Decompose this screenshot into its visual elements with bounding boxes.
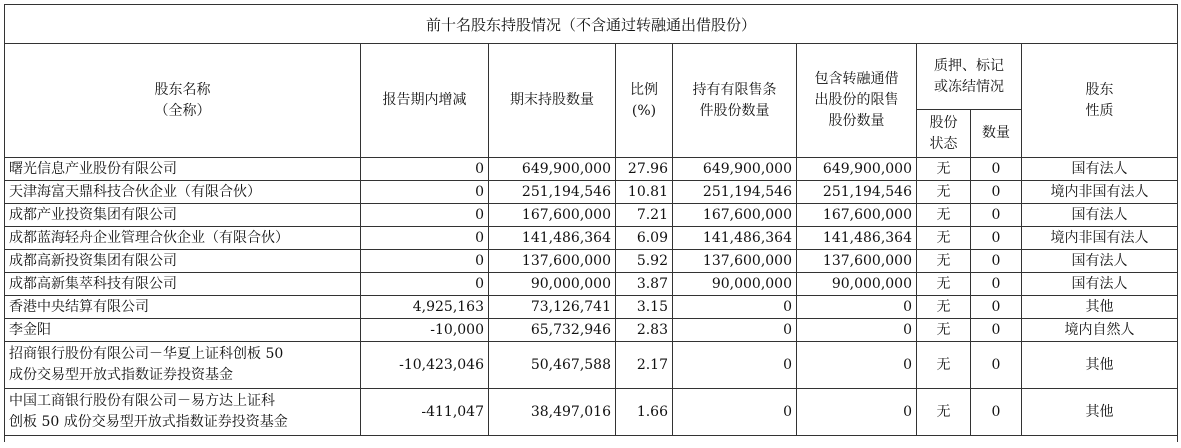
cell-pledge-status: 无	[917, 227, 971, 250]
cell-shares: 73,126,741	[489, 296, 616, 319]
cell-nature: 境内非国有法人	[1022, 181, 1178, 204]
table-bottom-edge	[5, 436, 1178, 443]
cell-name: 天津海富天鼎科技合伙企业（有限合伙）	[5, 181, 361, 204]
table-row	[5, 227, 1178, 250]
cell-ratio: 10.81	[616, 181, 673, 204]
cell-pledge-qty: 0	[971, 319, 1022, 342]
cell-name: 香港中央结算有限公司	[5, 296, 361, 319]
cell-lent-restricted: 251,194,546	[797, 181, 917, 204]
cell-name: 李金阳	[5, 319, 361, 342]
cell-change: -411,047	[361, 389, 489, 436]
cell-pledge-status: 无	[917, 181, 971, 204]
cell-pledge-qty: 0	[971, 181, 1022, 204]
cell-name: 成都高新集萃科技有限公司	[5, 273, 361, 296]
cell-name: 曙光信息产业股份有限公司	[5, 158, 361, 181]
cell-change: 0	[361, 250, 489, 273]
table-row	[5, 389, 1178, 436]
table-row	[5, 181, 1178, 204]
cell-restricted: 251,194,546	[673, 181, 797, 204]
header-pledge-qty: 数量	[971, 110, 1022, 158]
cell-restricted: 649,900,000	[673, 158, 797, 181]
cell-lent-restricted: 90,000,000	[797, 273, 917, 296]
cell-shares: 167,600,000	[489, 204, 616, 227]
table-title-row	[5, 5, 1178, 44]
cell-nature: 其他	[1022, 389, 1178, 436]
cell-restricted: 0	[673, 296, 797, 319]
cell-ratio: 7.21	[616, 204, 673, 227]
cell-ratio: 27.96	[616, 158, 673, 181]
cell-name: 中国工商银行股份有限公司－易方达上证科 创板 50 成份交易型开放式指数证券投资基金	[5, 389, 361, 436]
table-row	[5, 273, 1178, 296]
cell-nature: 国有法人	[1022, 204, 1178, 227]
cell-pledge-qty: 0	[971, 204, 1022, 227]
cell-name: 成都产业投资集团有限公司	[5, 204, 361, 227]
cell-nature: 国有法人	[1022, 158, 1178, 181]
cell-shares: 90,000,000	[489, 273, 616, 296]
cell-restricted: 0	[673, 319, 797, 342]
cell-pledge-qty: 0	[971, 227, 1022, 250]
top-ten-shareholders-table	[4, 4, 1178, 442]
cell-nature: 其他	[1022, 342, 1178, 389]
cell-pledge-status: 无	[917, 342, 971, 389]
cell-shares: 65,732,946	[489, 319, 616, 342]
header-name: 股东名称 （全称）	[5, 44, 361, 158]
cell-shares: 50,467,588	[489, 342, 616, 389]
cell-lent-restricted: 0	[797, 296, 917, 319]
header-shares-end: 期末持股数量	[489, 44, 616, 158]
cell-name: 招商银行股份有限公司－华夏上证科创板 50 成份交易型开放式指数证券投资基金	[5, 342, 361, 389]
cell-change: 0	[361, 273, 489, 296]
cell-pledge-qty: 0	[971, 158, 1022, 181]
table-row	[5, 250, 1178, 273]
cell-restricted: 0	[673, 389, 797, 436]
table-title: 前十名股东持股情况（不含通过转融通出借股份）	[5, 5, 1178, 44]
cell-change: 0	[361, 181, 489, 204]
header-change: 报告期内增减	[361, 44, 489, 158]
cell-nature: 境内自然人	[1022, 319, 1178, 342]
cell-restricted: 0	[673, 342, 797, 389]
cell-change: 4,925,163	[361, 296, 489, 319]
cell-restricted: 141,486,364	[673, 227, 797, 250]
cell-lent-restricted: 0	[797, 319, 917, 342]
cell-ratio: 5.92	[616, 250, 673, 273]
cell-shares: 251,194,546	[489, 181, 616, 204]
cell-pledge-status: 无	[917, 319, 971, 342]
cell-nature: 其他	[1022, 296, 1178, 319]
shareholder-table-container	[4, 4, 1177, 442]
cell-change: 0	[361, 227, 489, 250]
cell-pledge-qty: 0	[971, 342, 1022, 389]
cell-pledge-status: 无	[917, 158, 971, 181]
cell-lent-restricted: 141,486,364	[797, 227, 917, 250]
cell-pledge-status: 无	[917, 273, 971, 296]
table-row	[5, 319, 1178, 342]
cell-ratio: 2.17	[616, 342, 673, 389]
cell-shares: 141,486,364	[489, 227, 616, 250]
header-pledge: 质押、标记 或冻结情况	[917, 44, 1022, 110]
cell-ratio: 3.87	[616, 273, 673, 296]
cell-nature: 国有法人	[1022, 250, 1178, 273]
cell-lent-restricted: 649,900,000	[797, 158, 917, 181]
cell-change: 0	[361, 158, 489, 181]
cell-ratio: 3.15	[616, 296, 673, 319]
cell-restricted: 137,600,000	[673, 250, 797, 273]
cell-restricted: 167,600,000	[673, 204, 797, 227]
cell-shares: 38,497,016	[489, 389, 616, 436]
cell-change: -10,423,046	[361, 342, 489, 389]
cell-pledge-qty: 0	[971, 296, 1022, 319]
cell-pledge-qty: 0	[971, 389, 1022, 436]
cell-ratio: 6.09	[616, 227, 673, 250]
cell-change: -10,000	[361, 319, 489, 342]
header-ratio: 比例 (%)	[616, 44, 673, 158]
table-row	[5, 342, 1178, 389]
table-bottom-cell	[5, 436, 1178, 443]
cell-lent-restricted: 0	[797, 342, 917, 389]
header-row	[5, 44, 1178, 110]
cell-ratio: 2.83	[616, 319, 673, 342]
cell-ratio: 1.66	[616, 389, 673, 436]
header-lent-restricted: 包含转融通借 出股份的限售 股份数量	[797, 44, 917, 158]
cell-change: 0	[361, 204, 489, 227]
cell-name: 成都蓝海轻舟企业管理合伙企业（有限合伙）	[5, 227, 361, 250]
table-row	[5, 158, 1178, 181]
cell-lent-restricted: 137,600,000	[797, 250, 917, 273]
cell-shares: 649,900,000	[489, 158, 616, 181]
cell-nature: 国有法人	[1022, 273, 1178, 296]
cell-pledge-status: 无	[917, 204, 971, 227]
cell-lent-restricted: 167,600,000	[797, 204, 917, 227]
cell-pledge-qty: 0	[971, 250, 1022, 273]
cell-pledge-status: 无	[917, 389, 971, 436]
cell-nature: 境内非国有法人	[1022, 227, 1178, 250]
cell-pledge-qty: 0	[971, 273, 1022, 296]
table-row	[5, 204, 1178, 227]
cell-name: 成都高新投资集团有限公司	[5, 250, 361, 273]
cell-lent-restricted: 0	[797, 389, 917, 436]
cell-restricted: 90,000,000	[673, 273, 797, 296]
table-row	[5, 296, 1178, 319]
cell-pledge-status: 无	[917, 250, 971, 273]
cell-shares: 137,600,000	[489, 250, 616, 273]
cell-pledge-status: 无	[917, 296, 971, 319]
header-pledge-status: 股份 状态	[917, 110, 971, 158]
header-restricted: 持有有限售条 件股份数量	[673, 44, 797, 158]
header-nature: 股东 性质	[1022, 44, 1178, 158]
